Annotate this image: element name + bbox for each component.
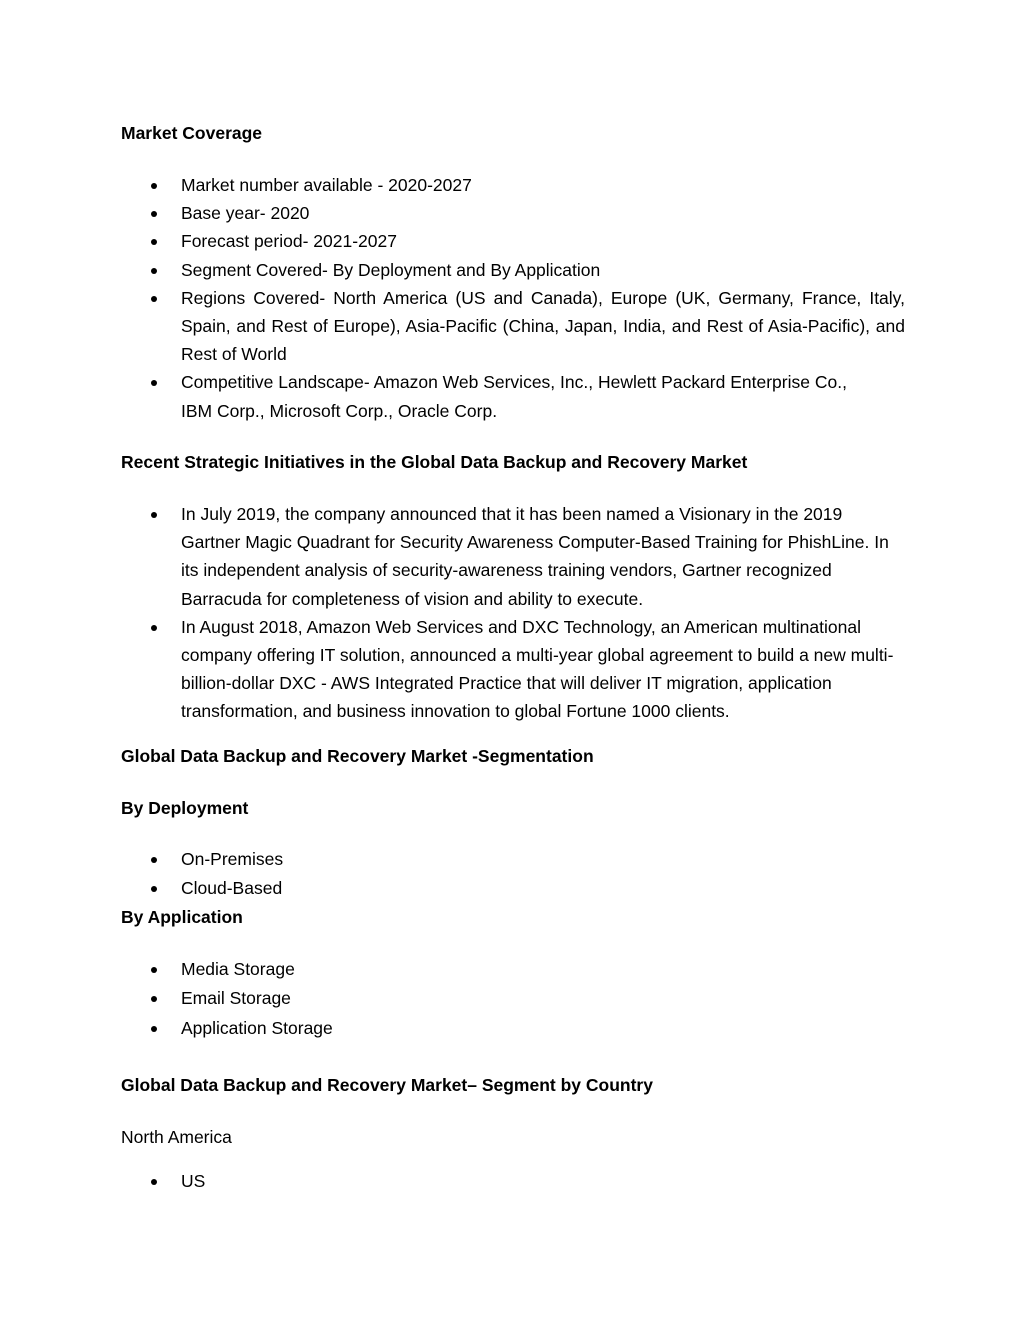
deployment-list — [0, 845, 905, 904]
initiatives-list — [0, 500, 905, 726]
country-heading: Global Data Backup and Recovery Market– Segment by Country — [121, 1075, 653, 1095]
list-item: In August 2018, Amazon Web Services and DXC Technology, an American multinational company offering IT solution, announced a multi-year global agreement to build a new multi-billion-dollar DXC - AWS Integrated Practice that will deliver IT migration, application transformation, and business innovation to global Fortune 1000 clients. — [0, 613, 905, 726]
market-coverage-heading: Market Coverage — [121, 123, 263, 143]
list-item: Competitive Landscape- Amazon Web Services, Inc., Hewlett Packard Enterprise Co., IBM Corp., Microsoft Corp., Oracle Corp. — [0, 368, 905, 424]
bullet-icon — [151, 1179, 157, 1185]
bullet-icon — [151, 268, 157, 274]
list-item: Segment Covered- By Deployment and By Application — [0, 256, 905, 284]
list-item: Forecast period- 2021-2027 — [0, 227, 905, 255]
region-label: North America — [121, 1127, 232, 1147]
list-item: Cloud-Based — [0, 874, 905, 903]
initiatives-heading: Recent Strategic Initiatives in the Global Data Backup and Recovery Market — [121, 452, 748, 472]
list-item: US — [0, 1167, 905, 1196]
segmentation-heading: Global Data Backup and Recovery Market -Segmentation — [121, 746, 594, 766]
bullet-icon — [151, 857, 157, 863]
list-item: Market number available - 2020-2027 — [0, 171, 905, 199]
list-item: In July 2019, the company announced that it has been named a Visionary in the 2019 Gartner Magic Quadrant for Security Awareness Computer-Based Training for PhishLine. In its independent analysis of security-awareness training vendors, Gartner recognized Barracuda for completeness of vision and ability to execute. — [0, 500, 905, 613]
list-item: Base year- 2020 — [0, 199, 905, 227]
bullet-icon — [151, 967, 157, 973]
bullet-icon — [151, 183, 157, 189]
by-deployment-heading: By Deployment — [121, 798, 249, 818]
market-coverage-list — [0, 171, 905, 425]
bullet-icon — [151, 211, 157, 217]
country-list — [0, 1167, 905, 1196]
list-item: Media Storage — [0, 955, 905, 984]
bullet-icon — [151, 296, 157, 302]
list-item: On-Premises — [0, 845, 905, 874]
by-application-heading: By Application — [121, 907, 243, 927]
bullet-icon — [151, 512, 157, 518]
bullet-icon — [151, 239, 157, 245]
list-item: Email Storage — [0, 984, 905, 1013]
list-item: Regions Covered- North America (US and Canada), Europe (UK, Germany, France, Italy, Spain, and Rest of Europe), Asia-Pacific (China, Japan, India, and Rest of Asia-Pacific), and Rest of World — [0, 284, 905, 369]
application-list — [0, 955, 905, 1043]
bullet-icon — [151, 996, 157, 1002]
bullet-icon — [151, 886, 157, 892]
bullet-icon — [151, 1026, 157, 1032]
bullet-icon — [151, 380, 157, 386]
bullet-icon — [151, 625, 157, 631]
list-item: Application Storage — [0, 1014, 905, 1043]
